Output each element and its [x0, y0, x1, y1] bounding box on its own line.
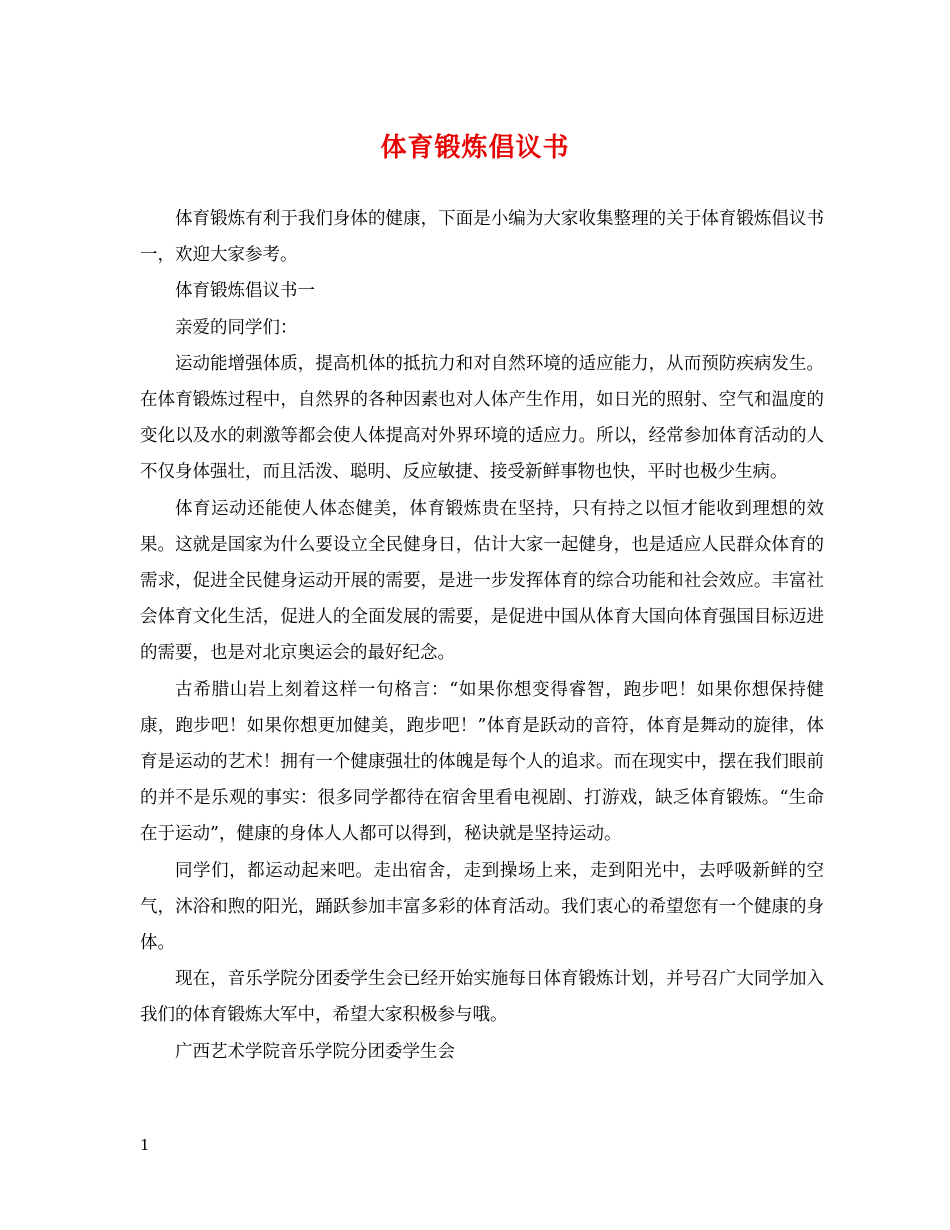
paragraph-call-to-action: 同学们，都运动起来吧。走出宿舍，走到操场上来，走到阳光中，去呼吸新鲜的空气，沐浴和煦的阳光，踊跃参加丰富多彩的体育活动。我们衷心的希望您有一个健康的身体。 [140, 860, 824, 954]
paragraph-fitness-persistence: 体育运动还能使人体态健美，体育锻炼贵在坚持，只有持之以恒才能收到理想的效果。这就是国家为什么要设立全民健身日，估计大家一起健身，也是适应人民群众体育的需求，促进全民健身运动开展的需要，是进一步发挥体育的综合功能和社会效应。丰富社会体育文化生活，促进人的全面发展的需要，是促进中国从体育大国向体育强国目标迈进的需要，也是对北京奥运会的最好纪念。 [140, 498, 824, 664]
paragraph-plan: 现在，音乐学院分团委学生会已经开始实施每日体育锻炼计划，并号召广大同学加入我们的体育锻炼大军中，希望大家积极参与哦。 [140, 969, 824, 1026]
paragraph-signature: 广西艺术学院音乐学院分团委学生会 [175, 1041, 455, 1062]
paragraph-greek-motto: 古希腊山岩上刻着这样一句格言：“如果你想变得睿智，跑步吧！如果你想保持健康，跑步吧！如果你想更加健美，跑步吧！”体育是跃动的音符，体育是舞动的旋律，体育是运动的艺术！拥有一个健康强壮的体魄是每个人的追求。而在现实中，摆在我们眼前的并不是乐观的事实：很多同学都待在宿舍里看电视剧、打游戏，缺乏体育锻炼。“生命在于运动”，健康的身体人人都可以得到，秘诀就是坚持运动。 [140, 679, 824, 845]
paragraph-salutation: 亲爱的同学们： [175, 317, 298, 338]
document-title: 体育锻炼倡议书 [380, 133, 570, 163]
paragraph-intro: 体育锻炼有利于我们身体的健康，下面是小编为大家收集整理的关于体育锻炼倡议书一，欢迎大家参考。 [140, 209, 824, 266]
paragraph-subtitle: 体育锻炼倡议书一 [175, 281, 315, 302]
document-body [140, 201, 824, 1070]
paragraph-exercise-benefits: 运动能增强体质，提高机体的抵抗力和对自然环境的适应能力，从而预防疾病发生。在体育锻炼过程中，自然界的各种因素也对人体产生作用，如日光的照射、空气和温度的变化以及水的刺激等都会使人体提高对外界环境的适应力。所以，经常参加体育活动的人不仅身体强壮，而且活泼、聪明、反应敏捷、接受新鲜事物也快，平时也极少生病。 [140, 353, 824, 483]
page-number: 1 [140, 1136, 150, 1154]
